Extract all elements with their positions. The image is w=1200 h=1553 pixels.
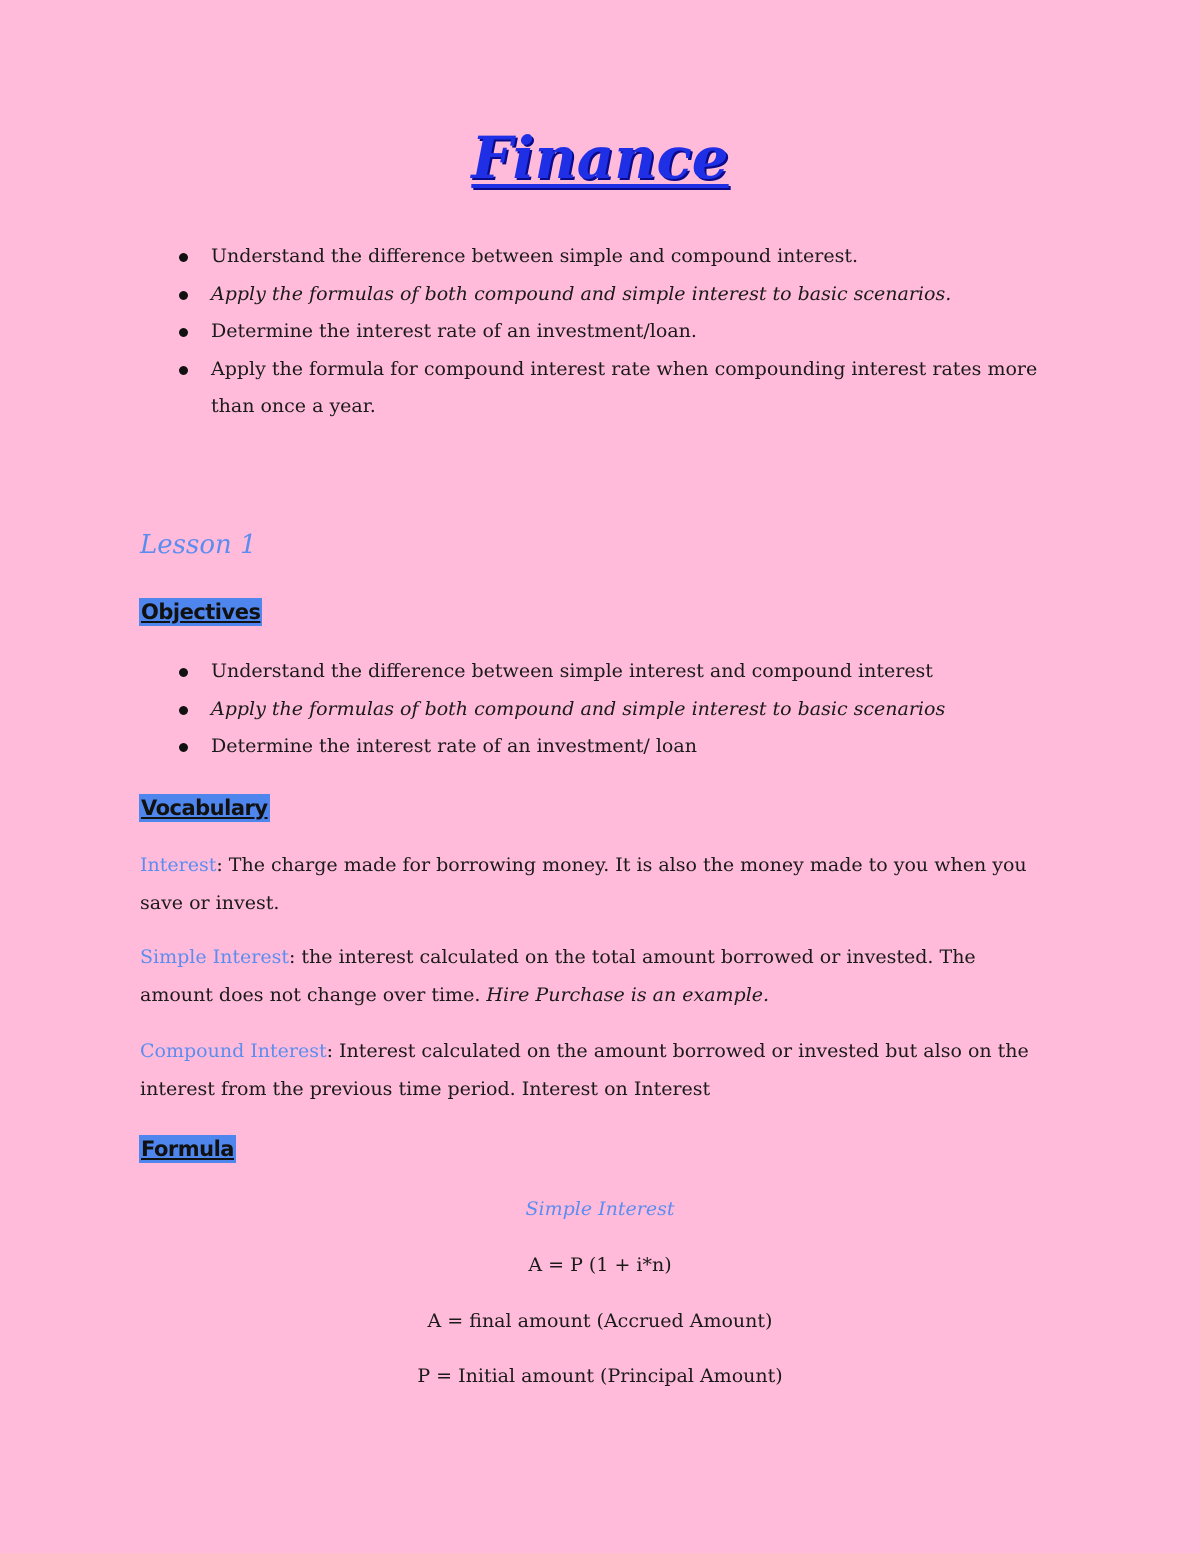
- list-item: [0, 313, 1051, 351]
- bullet-icon: [179, 253, 188, 262]
- vocab-definition: : Interest calculated on the amount borrowed or invested but also on the interest from the previous time period. Interest on Interest: [140, 1040, 1029, 1100]
- list-item: [0, 653, 1051, 691]
- page-title: [0, 118, 1200, 198]
- vocab-simple-interest: [140, 939, 1045, 1014]
- list-item-text: Understand the difference between simple interest and compound interest: [211, 660, 933, 682]
- vocab-term: Compound Interest: [140, 1040, 327, 1062]
- bullet-icon: [179, 668, 188, 677]
- list-item-text: Determine the interest rate of an investment/loan.: [211, 320, 697, 342]
- list-item-text: Apply the formulas of both compound and simple interest to basic scenarios: [211, 697, 946, 720]
- vocabulary-heading: Vocabulary: [141, 796, 268, 820]
- vocab-interest: [140, 847, 1045, 922]
- vocab-term: Simple Interest: [140, 946, 289, 968]
- vocab-compound-interest: [140, 1033, 1045, 1108]
- formula-title: Simple Interest: [525, 1198, 675, 1220]
- vocab-example: Hire Purchase is an example.: [486, 983, 770, 1006]
- bullet-icon: [179, 743, 188, 752]
- page-title-text: Finance: [471, 124, 729, 192]
- list-item: [0, 728, 1051, 766]
- bullet-icon: [179, 366, 188, 375]
- list-item-text: Apply the formulas of both compound and simple interest to basic scenarios.: [211, 282, 952, 305]
- list-item-text: Understand the difference between simple and compound interest.: [211, 245, 859, 267]
- list-item: [0, 238, 1051, 276]
- bullet-icon: [179, 328, 188, 337]
- vocab-term: Interest: [140, 854, 217, 876]
- list-item: [0, 351, 1051, 426]
- intro-objectives-list: [0, 238, 1051, 426]
- list-item-text: Apply the formula for compound interest rate when compounding interest rates more than once a year.: [211, 357, 1038, 417]
- lesson-heading: Lesson 1: [140, 530, 257, 560]
- objectives-list: [0, 653, 1051, 766]
- objectives-heading: Objectives: [141, 600, 261, 624]
- bullet-icon: [179, 291, 188, 300]
- formula-p-definition: P = Initial amount (Principal Amount): [417, 1365, 783, 1387]
- list-item-text: Determine the interest rate of an investment/ loan: [211, 735, 697, 757]
- formula-equation: A = P (1 + i*n): [528, 1254, 672, 1276]
- list-item: [0, 276, 1051, 314]
- vocab-definition: : The charge made for borrowing money. It is also the money made to you when you save or invest.: [140, 854, 1027, 914]
- list-item: [0, 691, 1051, 729]
- vocab-definition: : the interest calculated on the total amount borrowed or invested. The amount does not change over time.: [140, 946, 976, 1006]
- bullet-icon: [179, 706, 188, 715]
- formula-a-definition: A = final amount (Accrued Amount): [427, 1310, 773, 1332]
- formula-heading: Formula: [141, 1137, 234, 1161]
